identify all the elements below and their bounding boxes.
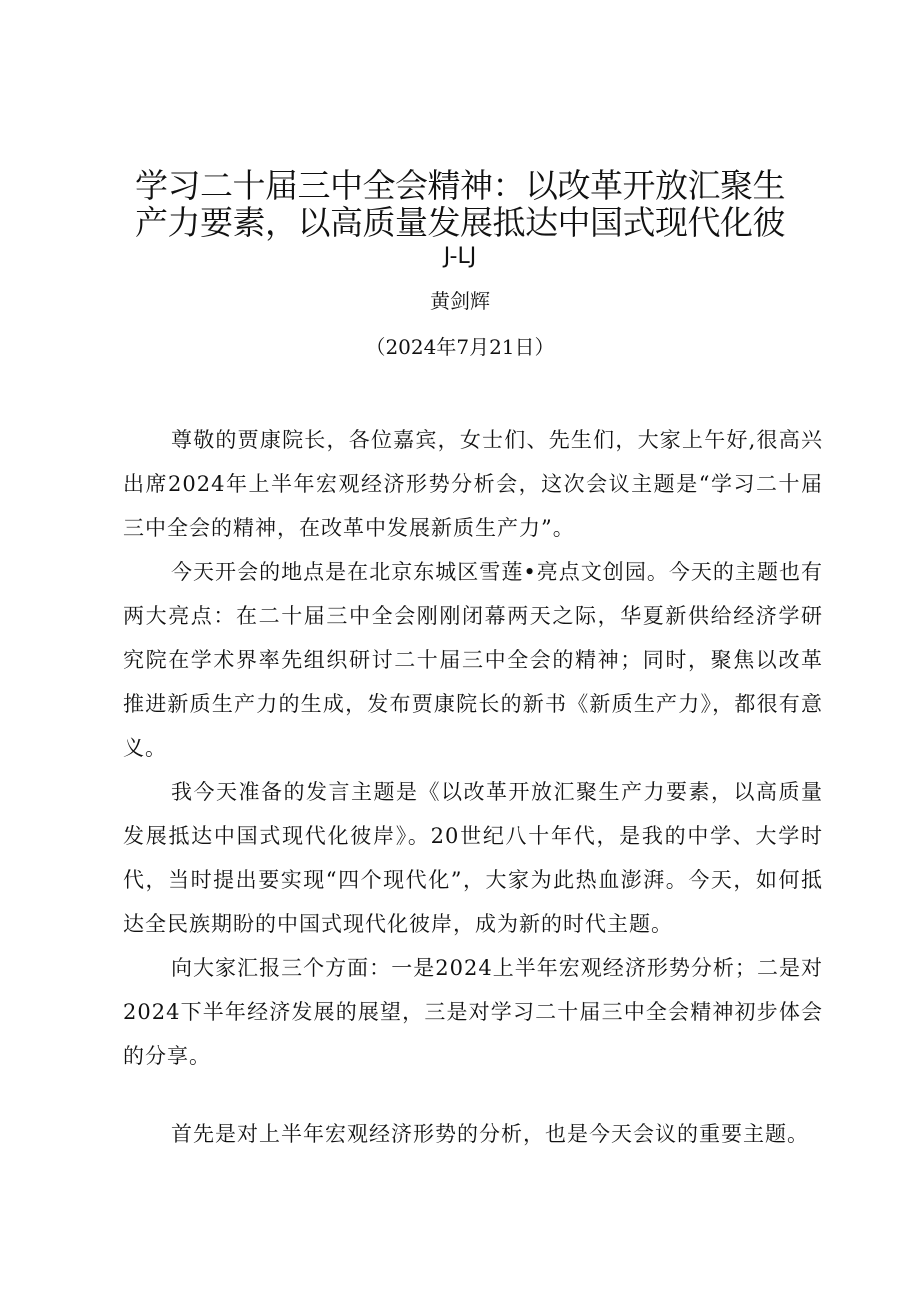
- document-title-line-2: 产力要素，以高质量发展抵达中国式现代化彼: [135, 203, 785, 242]
- document-title-line-3: J-LJ: [443, 244, 477, 269]
- document-title-line-1: 学习二十届三中全会精神：以改革开放汇聚生: [135, 166, 785, 205]
- body-paragraph: 向大家汇报三个方面：一是2024上半年宏观经济形势分析；二是对2024下半年经济发展的展望，三是对学习二十届三中全会精神初步体会的分享。: [123, 956, 823, 1068]
- body-paragraph: 首先是对上半年宏观经济形势的分析，也是今天会议的重要主题。: [171, 1122, 809, 1146]
- author-name: 黄剑辉: [430, 289, 490, 313]
- body-paragraph: 尊敬的贾康院长，各位嘉宾，女士们、先生们，大家上午好,很高兴出席2024年上半年宏观经济形势分析会，这次会议主题是“学习二十届三中全会的精神，在改革中发展新质生产力”。: [123, 428, 823, 540]
- body-paragraph: 我今天准备的发言主题是《以改革开放汇聚生产力要素，以高质量发展抵达中国式现代化彼岸》。20世纪八十年代，是我的中学、大学时代，当时提出要实现“四个现代化”，大家为此热血澎湃。今天，如何抵达全民族期盼的中国式现代化彼岸，成为新的时代主题。: [123, 780, 823, 936]
- document-date: （2024年7月21日）: [365, 335, 555, 359]
- body-paragraph: 今天开会的地点是在北京东城区雪莲•亮点文创园。今天的主题也有两大亮点：在二十届三中全会刚刚闭幕两天之际，华夏新供给经济学研究院在学术界率先组织研讨二十届三中全会的精神；同时，聚焦以改革推进新质生产力的生成，发布贾康院长的新书《新质生产力》，都很有意义。: [123, 560, 823, 760]
